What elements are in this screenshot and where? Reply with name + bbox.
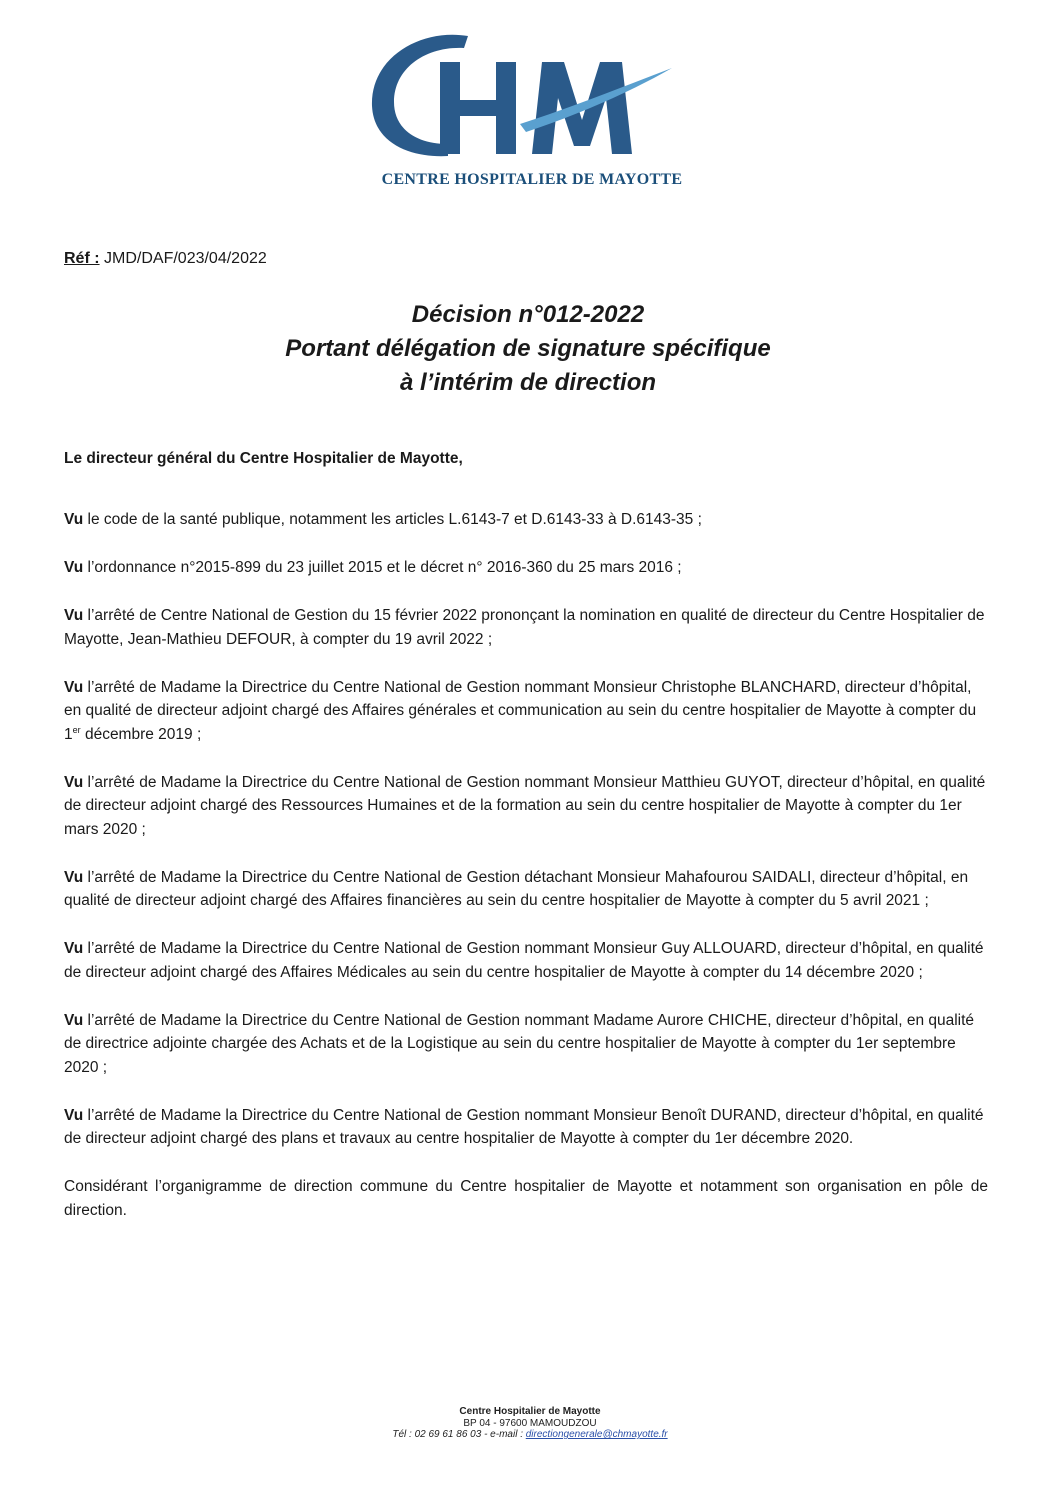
intro-line: Le directeur général du Centre Hospitalier de Mayotte, — [64, 450, 463, 467]
paragraph-lead: Vu — [64, 1106, 84, 1124]
paragraph-lead: Vu — [64, 511, 84, 528]
paragraph — [64, 676, 988, 747]
paragraph-text: l’arrêté de Madame la Directrice du Centre National de Gestion nommant Monsieur Benoît DURAND, directeur d’hôpital, en qualité de directeur adjoint chargé des plans et travaux au centre hospitalier de Mayotte à compter du 1er décembre 2020. — [64, 1106, 984, 1147]
paragraph-text: l’arrêté de Madame la Directrice du Centre National de Gestion nommant Monsieur Matthieu GUYOT, directeur d’hôpital, en qualité de directeur adjoint chargé des Ressources Humaines et de la formation au sein du centre hospitalier de Mayotte à compter du 1er mars 2020 ; — [64, 773, 986, 838]
paragraph-lead: Vu — [64, 773, 84, 791]
reference-label: Réf : — [64, 250, 100, 267]
logo-caption: CENTRE HOSPITALIER DE MAYOTTE — [381, 171, 683, 188]
paragraph-text: l’ordonnance n°2015-899 du 23 juillet 2015 et le décret n° 2016-360 du 25 mars 2016 ; — [83, 559, 682, 576]
chm-logo-mark — [360, 28, 700, 173]
paragraph-tail: décembre 2019 ; — [80, 725, 202, 743]
paragraph — [64, 508, 988, 532]
paragraph — [64, 556, 988, 580]
paragraph — [64, 1009, 988, 1080]
footer-address: BP 04 - 97600 MAMOUDZOU — [463, 1417, 597, 1429]
paragraph-lead: Vu — [64, 678, 84, 696]
paragraph-text: l’arrêté de Madame la Directrice du Centre National de Gestion nommant Monsieur Guy ALLOUARD, directeur d’hôpital, en qualité de directeur adjoint chargé des Affaires Médicales au sein du centre hospitalier de Mayotte à compter du 14 décembre 2020 ; — [64, 940, 984, 981]
reference-value: JMD/DAF/023/04/2022 — [104, 250, 267, 267]
footer-tel: Tél : 02 69 61 86 03 - e-mail : — [392, 1429, 526, 1440]
chm-logo — [360, 28, 700, 198]
paragraph-text: l’arrêté de Madame la Directrice du Centre National de Gestion nommant Madame Aurore CHICHE, directeur d’hôpital, en qualité de directrice adjointe chargée des Achats et de la Logistique au sein du centre hospitalier de Mayotte à compter du 1er septembre 2020 ; — [64, 1011, 975, 1076]
paragraph — [64, 937, 988, 984]
footer — [360, 1406, 700, 1441]
paragraph-text: l’arrêté de Centre National de Gestion du 15 février 2022 prononçant la nomination en qualité de directeur du Centre Hospitalier de Mayotte, Jean-Mathieu DEFOUR, à compter du 19 avril 2022 ; — [64, 607, 985, 648]
title-line-3: à l’intérim de direction — [399, 369, 657, 396]
paragraph-lead: Vu — [64, 607, 84, 624]
considering-paragraph: Considérant l’organigramme de direction commune du Centre hospitalier de Mayotte et notamment son organisation en pôle de direction. — [64, 1178, 988, 1219]
footer-name: Centre Hospitalier de Mayotte — [459, 1406, 601, 1417]
paragraph-lead: Vu — [64, 1011, 84, 1029]
paragraph — [64, 771, 988, 842]
paragraph-lead: Vu — [64, 559, 84, 576]
paragraph — [64, 604, 988, 651]
decision-title — [60, 298, 996, 400]
title-line-1: Décision n°012-2022 — [411, 301, 645, 328]
paragraph-text: le code de la santé publique, notamment les articles L.6143-7 et D.6143-33 à D.6143-35 ; — [83, 511, 702, 528]
paragraph-lead: Vu — [64, 868, 84, 886]
decision-body — [64, 508, 988, 1247]
reference — [64, 250, 267, 268]
footer-contact — [360, 1429, 700, 1441]
paragraph-text: l’arrêté de Madame la Directrice du Centre National de Gestion nommant Monsieur Christophe BLANCHARD, directeur d’hôpital, en qualité de directeur adjoint chargé des Affaires générales et communication au sein du centre hospitalier de Mayotte à compter du 1 — [64, 678, 977, 743]
footer-email-link[interactable]: directiongenerale@chmayotte.fr — [525, 1429, 668, 1440]
paragraph-text: l’arrêté de Madame la Directrice du Centre National de Gestion détachant Monsieur Mahafourou SAIDALI, directeur d’hôpital, en qualité de directeur adjoint chargé des Affaires financières au sein du centre hospitalier de Mayotte à compter du 5 avril 2021 ; — [64, 868, 969, 909]
ordinal-superscript: er — [72, 724, 81, 735]
paragraph — [64, 1104, 988, 1151]
paragraph-lead: Vu — [64, 940, 84, 957]
paragraph — [64, 866, 988, 913]
title-line-2: Portant délégation de signature spécifique — [285, 335, 771, 362]
